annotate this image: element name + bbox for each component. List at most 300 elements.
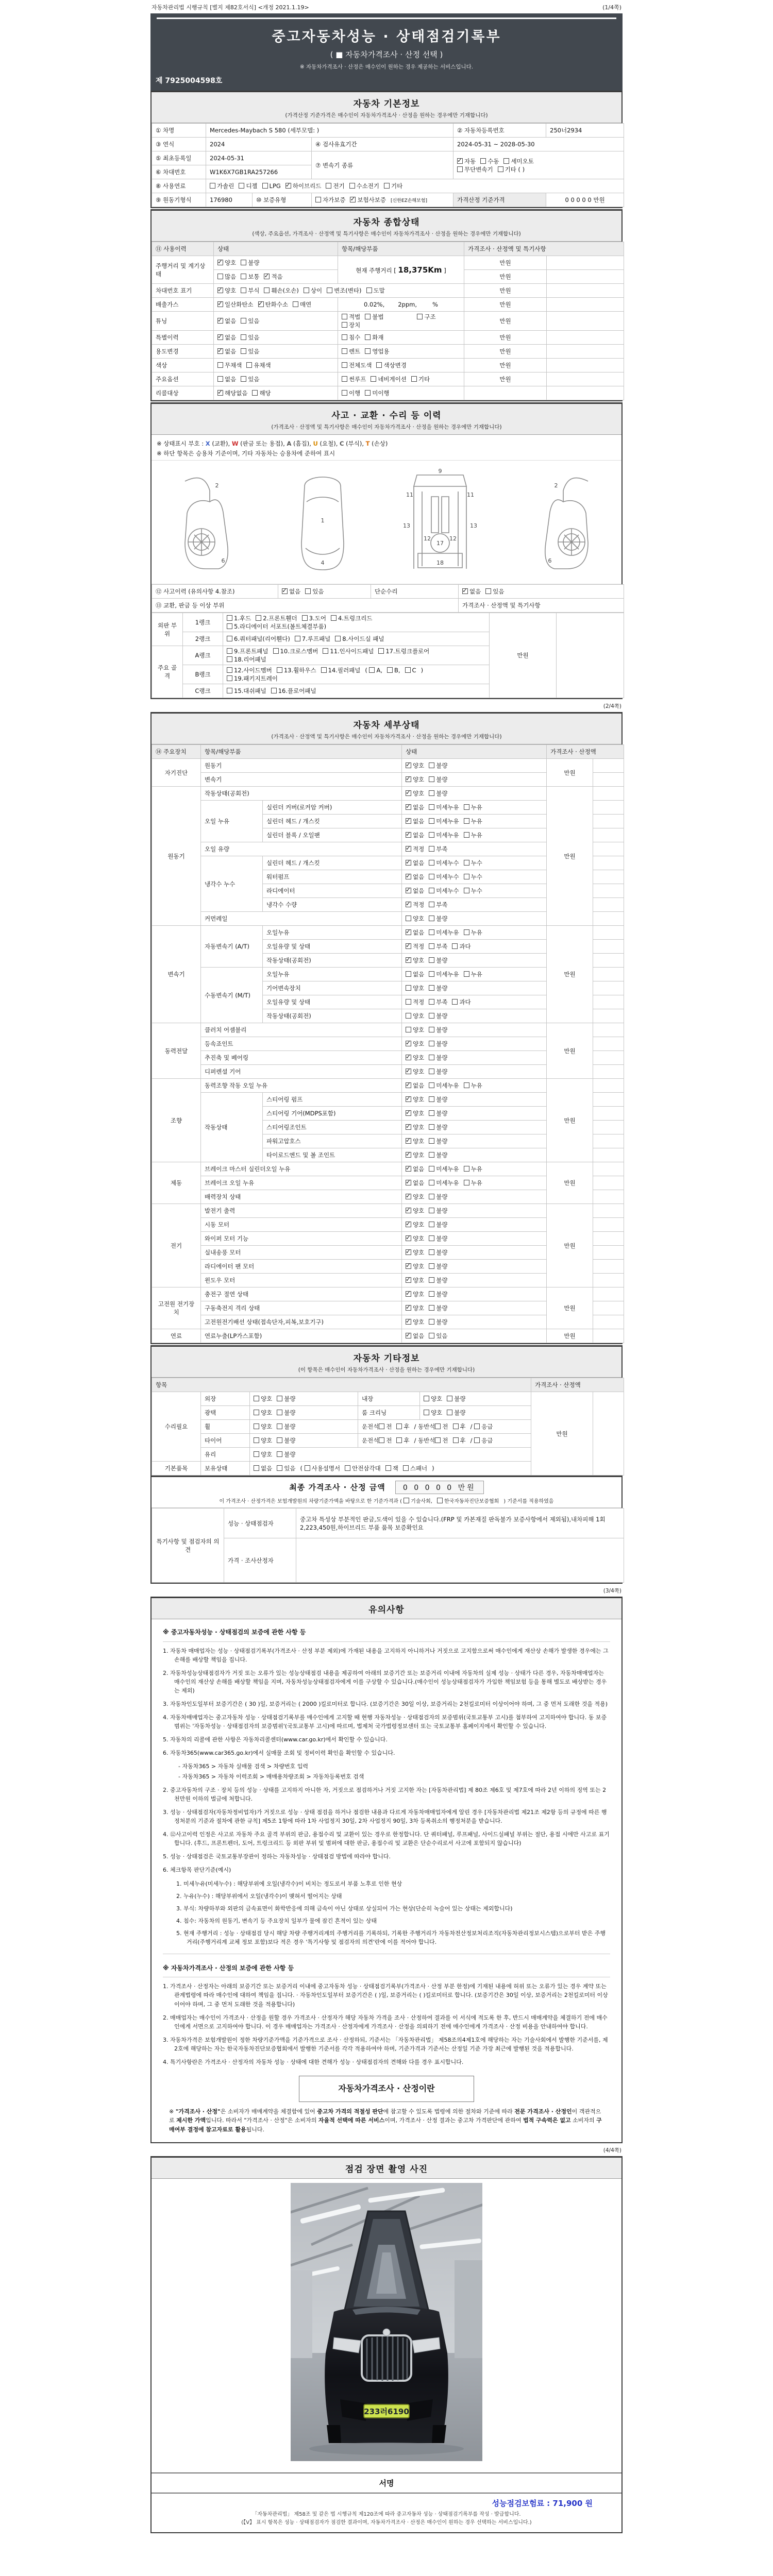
checkbox-option[interactable]	[406, 956, 424, 964]
checkbox-option[interactable]	[429, 984, 447, 992]
checkbox-option[interactable]	[342, 389, 360, 397]
checkbox-option[interactable]	[335, 635, 384, 643]
checkbox-icon[interactable]	[429, 943, 434, 949]
checkbox-option[interactable]	[464, 1179, 482, 1187]
checkbox-option[interactable]	[241, 259, 259, 267]
checkbox-option[interactable]	[345, 1464, 381, 1472]
checkbox-option[interactable]	[227, 674, 278, 683]
checkbox-option[interactable]	[447, 1395, 465, 1403]
checkbox-icon[interactable]	[429, 957, 434, 963]
checkbox-option[interactable]	[379, 1422, 392, 1431]
checkbox-option[interactable]	[302, 614, 326, 622]
checkbox-icon[interactable]	[227, 675, 232, 681]
checkbox-checked-icon[interactable]	[406, 1305, 411, 1311]
checkbox-checked-icon[interactable]	[406, 846, 411, 852]
checkbox-option[interactable]	[406, 1193, 424, 1201]
checkbox-option[interactable]	[241, 333, 259, 342]
checkbox-option[interactable]	[429, 998, 447, 1006]
checkbox-checked-icon[interactable]	[406, 888, 411, 893]
checkbox-icon[interactable]	[429, 1222, 434, 1227]
checkbox-option[interactable]	[264, 273, 282, 281]
checkbox-icon[interactable]	[406, 916, 411, 921]
checkbox-icon[interactable]	[429, 832, 434, 838]
checkbox-icon[interactable]	[342, 334, 347, 340]
checkbox-icon[interactable]	[429, 888, 434, 893]
checkbox-icon[interactable]	[429, 1194, 434, 1199]
checkbox-option[interactable]	[462, 587, 481, 596]
checkbox-option[interactable]	[406, 998, 424, 1006]
checkbox-checked-icon[interactable]	[406, 1194, 411, 1199]
checkbox-option[interactable]	[429, 901, 447, 909]
checkbox-option[interactable]	[277, 1395, 295, 1403]
checkbox-icon[interactable]	[417, 314, 423, 319]
checkbox-checked-icon[interactable]	[406, 1069, 411, 1074]
checkbox-option[interactable]	[327, 286, 361, 295]
checkbox-option[interactable]	[254, 1436, 272, 1445]
checkbox-checked-icon[interactable]	[406, 860, 411, 866]
checkbox-icon[interactable]	[295, 636, 300, 641]
checkbox-option[interactable]	[396, 1422, 409, 1431]
checkbox-icon[interactable]	[429, 1152, 434, 1158]
checkbox-option[interactable]	[424, 1409, 442, 1417]
checkbox-icon[interactable]	[429, 1166, 434, 1172]
checkbox-option[interactable]	[254, 1395, 272, 1403]
checkbox-option[interactable]	[411, 375, 430, 383]
checkbox-option[interactable]	[429, 1318, 447, 1326]
checkbox-icon[interactable]	[429, 1138, 434, 1144]
checkbox-option[interactable]	[464, 1081, 482, 1090]
checkbox-option[interactable]	[429, 1151, 447, 1159]
checkbox-icon[interactable]	[262, 183, 268, 189]
checkbox-option[interactable]	[254, 1464, 272, 1472]
checkbox-option[interactable]	[406, 803, 424, 811]
checkbox-option[interactable]	[396, 1436, 409, 1445]
checkbox-icon[interactable]	[429, 1277, 434, 1283]
checkbox-option[interactable]	[429, 887, 459, 895]
checkbox-icon[interactable]	[429, 818, 434, 824]
checkbox-checked-icon[interactable]	[406, 1138, 411, 1144]
checkbox-icon[interactable]	[464, 832, 469, 838]
checkbox-icon[interactable]	[447, 1396, 452, 1401]
checkbox-option[interactable]	[365, 333, 383, 342]
checkbox-option[interactable]	[227, 647, 268, 655]
checkbox-icon[interactable]	[406, 971, 411, 977]
checkbox-icon[interactable]	[379, 1437, 384, 1443]
checkbox-icon[interactable]	[379, 1423, 384, 1429]
checkbox-icon[interactable]	[453, 1437, 459, 1443]
checkbox-option[interactable]	[277, 666, 316, 674]
checkbox-option[interactable]	[405, 667, 416, 674]
checkbox-option[interactable]	[277, 1436, 295, 1445]
checkbox-icon[interactable]	[406, 1027, 411, 1032]
checkbox-icon[interactable]	[241, 260, 246, 265]
checkbox-option[interactable]	[217, 259, 236, 267]
checkbox-icon[interactable]	[273, 648, 279, 654]
checkbox-option[interactable]	[217, 273, 236, 281]
checkbox-option[interactable]	[406, 1040, 424, 1048]
checkbox-icon[interactable]	[345, 1465, 350, 1471]
checkbox-icon[interactable]	[227, 623, 232, 629]
checkbox-option[interactable]	[429, 1276, 447, 1284]
checkbox-option[interactable]	[254, 1450, 272, 1459]
checkbox-checked-icon[interactable]	[406, 1208, 411, 1213]
checkbox-icon[interactable]	[429, 1180, 434, 1185]
checkbox-icon[interactable]	[254, 1465, 259, 1471]
checkbox-option[interactable]	[385, 1464, 398, 1472]
checkbox-icon[interactable]	[342, 376, 347, 382]
checkbox-icon[interactable]	[277, 1396, 282, 1401]
checkbox-option[interactable]	[342, 333, 360, 342]
checkbox-icon[interactable]	[304, 287, 309, 293]
checkbox-icon[interactable]	[464, 860, 469, 866]
checkbox-option[interactable]	[417, 313, 435, 321]
checkbox-checked-icon[interactable]	[406, 804, 411, 810]
checkbox-checked-icon[interactable]	[457, 158, 463, 164]
checkbox-icon[interactable]	[241, 334, 246, 340]
checkbox-icon[interactable]	[365, 390, 371, 396]
checkbox-icon[interactable]	[464, 1180, 469, 1185]
checkbox-option[interactable]	[452, 998, 470, 1006]
checkbox-icon[interactable]	[429, 790, 434, 796]
checkbox-icon[interactable]	[429, 1027, 434, 1032]
checkbox-icon[interactable]	[403, 1465, 409, 1471]
checkbox-checked-icon[interactable]	[258, 301, 264, 307]
checkbox-checked-icon[interactable]	[406, 1055, 411, 1060]
checkbox-icon[interactable]	[321, 667, 327, 673]
checkbox-option[interactable]	[429, 928, 459, 937]
checkbox-option[interactable]	[406, 1054, 424, 1062]
checkbox-option[interactable]	[252, 389, 271, 397]
checkbox-icon[interactable]	[447, 1410, 452, 1415]
checkbox-option[interactable]	[406, 1276, 424, 1284]
checkbox-checked-icon[interactable]	[406, 943, 411, 949]
checkbox-icon[interactable]	[429, 762, 434, 768]
checkbox-icon[interactable]	[277, 1465, 282, 1471]
checkbox-checked-icon[interactable]	[406, 1180, 411, 1185]
checkbox-option[interactable]	[429, 873, 459, 881]
checkbox-option[interactable]	[406, 1304, 424, 1312]
checkbox-icon[interactable]	[342, 362, 347, 368]
checkbox-option[interactable]	[365, 389, 389, 397]
checkbox-option[interactable]	[424, 1395, 442, 1403]
checkbox-checked-icon[interactable]	[406, 1096, 411, 1102]
checkbox-option[interactable]	[406, 1067, 424, 1076]
checkbox-option[interactable]	[387, 667, 400, 674]
checkbox-checked-icon[interactable]	[217, 348, 223, 354]
checkbox-option[interactable]	[241, 375, 259, 383]
checkbox-icon[interactable]	[464, 888, 469, 893]
checkbox-option[interactable]	[378, 647, 429, 655]
checkbox-icon[interactable]	[264, 287, 270, 293]
checkbox-checked-icon[interactable]	[350, 197, 356, 202]
checkbox-icon[interactable]	[480, 158, 486, 164]
checkbox-checked-icon[interactable]	[217, 390, 223, 396]
checkbox-option[interactable]	[429, 1040, 447, 1048]
checkbox-option[interactable]	[210, 182, 234, 190]
checkbox-option[interactable]	[384, 182, 402, 190]
checkbox-option[interactable]	[429, 1123, 447, 1131]
checkbox-checked-icon[interactable]	[264, 274, 270, 279]
checkbox-icon[interactable]	[424, 1410, 429, 1415]
checkbox-icon[interactable]	[217, 274, 223, 279]
checkbox-icon[interactable]	[384, 183, 390, 189]
checkbox-option[interactable]	[406, 761, 424, 770]
checkbox-icon[interactable]	[387, 667, 393, 673]
checkbox-option[interactable]	[429, 1332, 447, 1340]
checkbox-icon[interactable]	[429, 1208, 434, 1213]
checkbox-option[interactable]	[217, 347, 236, 355]
checkbox-option[interactable]	[429, 1165, 459, 1173]
checkbox-checked-icon[interactable]	[406, 818, 411, 824]
checkbox-icon[interactable]	[277, 667, 282, 673]
checkbox-checked-icon[interactable]	[406, 1124, 411, 1130]
checkbox-icon[interactable]	[485, 588, 491, 594]
checkbox-icon[interactable]	[429, 1263, 434, 1269]
checkbox-icon[interactable]	[371, 376, 376, 382]
checkbox-icon[interactable]	[254, 1423, 259, 1429]
checkbox-icon[interactable]	[369, 667, 375, 673]
checkbox-icon[interactable]	[302, 615, 308, 621]
checkbox-icon[interactable]	[305, 588, 311, 594]
checkbox-option[interactable]	[429, 831, 459, 839]
checkbox-icon[interactable]	[429, 1082, 434, 1088]
checkbox-option[interactable]	[376, 361, 406, 369]
checkbox-option[interactable]	[437, 1497, 499, 1504]
checkbox-checked-icon[interactable]	[406, 776, 411, 782]
checkbox-option[interactable]	[277, 1422, 295, 1431]
checkbox-option[interactable]	[429, 1026, 447, 1034]
checkbox-option[interactable]	[305, 587, 324, 596]
checkbox-option[interactable]	[429, 1054, 447, 1062]
checkbox-option[interactable]	[331, 614, 373, 622]
checkbox-option[interactable]	[464, 859, 482, 867]
checkbox-checked-icon[interactable]	[406, 832, 411, 838]
checkbox-option[interactable]	[429, 817, 459, 825]
checkbox-icon[interactable]	[464, 1082, 469, 1088]
checkbox-option[interactable]	[429, 1179, 459, 1187]
checkbox-option[interactable]	[326, 182, 344, 190]
checkbox-option[interactable]	[406, 873, 424, 881]
checkbox-icon[interactable]	[429, 1096, 434, 1102]
checkbox-option[interactable]	[429, 859, 459, 867]
checkbox-option[interactable]	[406, 1109, 424, 1117]
checkbox-option[interactable]	[227, 655, 266, 664]
checkbox-icon[interactable]	[411, 376, 417, 382]
checkbox-checked-icon[interactable]	[406, 1166, 411, 1172]
checkbox-option[interactable]	[342, 375, 366, 383]
checkbox-option[interactable]	[406, 1026, 424, 1034]
checkbox-option[interactable]	[406, 817, 424, 825]
checkbox-icon[interactable]	[376, 362, 382, 368]
checkbox-option[interactable]	[464, 887, 482, 895]
checkbox-option[interactable]	[429, 845, 447, 853]
checkbox-icon[interactable]	[424, 1396, 429, 1401]
checkbox-option[interactable]	[406, 845, 424, 853]
checkbox-icon[interactable]	[217, 362, 223, 368]
checkbox-icon[interactable]	[271, 688, 277, 693]
checkbox-option[interactable]	[464, 817, 482, 825]
checkbox-option[interactable]	[406, 1318, 424, 1326]
checkbox-option[interactable]	[406, 1221, 424, 1229]
checkbox-option[interactable]	[406, 942, 424, 951]
checkbox-icon[interactable]	[227, 688, 232, 693]
checkbox-icon[interactable]	[464, 1166, 469, 1172]
checkbox-option[interactable]	[217, 375, 236, 383]
checkbox-option[interactable]	[429, 1290, 447, 1298]
checkbox-checked-icon[interactable]	[217, 301, 223, 307]
checkbox-option[interactable]	[366, 286, 385, 295]
checkbox-icon[interactable]	[366, 287, 372, 293]
checkbox-icon[interactable]	[342, 322, 347, 328]
checkbox-icon[interactable]	[227, 648, 232, 654]
checkbox-option[interactable]	[273, 647, 318, 655]
checkbox-icon[interactable]	[464, 874, 469, 879]
checkbox-option[interactable]	[406, 970, 424, 978]
checkbox-icon[interactable]	[452, 943, 458, 949]
checkbox-icon[interactable]	[305, 1465, 310, 1471]
checkbox-checked-icon[interactable]	[217, 260, 223, 265]
checkbox-icon[interactable]	[342, 348, 347, 354]
checkbox-option[interactable]	[406, 859, 424, 867]
checkbox-option[interactable]	[503, 157, 533, 165]
checkbox-option[interactable]	[342, 347, 360, 355]
checkbox-option[interactable]	[271, 687, 316, 695]
checkbox-checked-icon[interactable]	[406, 1263, 411, 1269]
checkbox-icon[interactable]	[429, 985, 434, 991]
checkbox-icon[interactable]	[457, 166, 463, 172]
checkbox-option[interactable]	[429, 914, 447, 923]
checkbox-icon[interactable]	[498, 166, 503, 172]
checkbox-icon[interactable]	[429, 860, 434, 866]
checkbox-icon[interactable]	[464, 929, 469, 935]
checkbox-option[interactable]	[277, 1450, 295, 1459]
checkbox-checked-icon[interactable]	[406, 957, 411, 963]
checkbox-option[interactable]	[406, 1332, 424, 1340]
checkbox-icon[interactable]	[227, 615, 232, 621]
checkbox-option[interactable]	[227, 635, 290, 643]
checkbox-option[interactable]	[429, 1095, 447, 1104]
checkbox-icon[interactable]	[435, 1423, 441, 1429]
checkbox-option[interactable]	[371, 375, 407, 383]
checkbox-option[interactable]	[406, 887, 424, 895]
checkbox-option[interactable]	[217, 286, 236, 295]
checkbox-checked-icon[interactable]	[406, 1249, 411, 1255]
checkbox-option[interactable]	[464, 831, 482, 839]
checkbox-option[interactable]	[254, 1422, 272, 1431]
checkbox-option[interactable]	[406, 1081, 424, 1090]
checkbox-option[interactable]	[406, 1165, 424, 1173]
checkbox-icon[interactable]	[254, 1396, 259, 1401]
checkbox-icon[interactable]	[435, 1437, 441, 1443]
checkbox-option[interactable]	[285, 182, 322, 190]
checkbox-icon[interactable]	[429, 846, 434, 852]
checkbox-option[interactable]	[406, 1179, 424, 1187]
checkbox-icon[interactable]	[365, 314, 371, 319]
checkbox-icon[interactable]	[342, 390, 347, 396]
checkbox-option[interactable]	[406, 1248, 424, 1257]
checkbox-option[interactable]	[406, 775, 424, 784]
checkbox-checked-icon[interactable]	[406, 929, 411, 935]
checkbox-option[interactable]	[258, 300, 288, 309]
checkbox-icon[interactable]	[429, 1069, 434, 1074]
checkbox-option[interactable]	[256, 614, 297, 622]
checkbox-option[interactable]	[304, 286, 322, 295]
checkbox-option[interactable]	[429, 803, 459, 811]
checkbox-option[interactable]	[429, 761, 447, 770]
checkbox-option[interactable]	[406, 901, 424, 909]
checkbox-option[interactable]	[321, 666, 361, 674]
checkbox-icon[interactable]	[406, 999, 411, 1005]
checkbox-option[interactable]	[323, 647, 374, 655]
checkbox-icon[interactable]	[256, 615, 261, 621]
checkbox-option[interactable]	[295, 635, 330, 643]
checkbox-icon[interactable]	[385, 1465, 391, 1471]
checkbox-option[interactable]	[429, 1248, 447, 1257]
checkbox-icon[interactable]	[429, 916, 434, 921]
checkbox-checked-icon[interactable]	[406, 1235, 411, 1241]
checkbox-checked-icon[interactable]	[217, 287, 223, 293]
checkbox-icon[interactable]	[246, 362, 252, 368]
checkbox-icon[interactable]	[293, 301, 298, 307]
checkbox-icon[interactable]	[464, 818, 469, 824]
checkbox-option[interactable]	[429, 1012, 447, 1020]
checkbox-option[interactable]	[464, 803, 482, 811]
checkbox-checked-icon[interactable]	[406, 790, 411, 796]
checkbox-option[interactable]	[429, 1081, 459, 1090]
checkbox-option[interactable]	[435, 1422, 448, 1431]
checkbox-option[interactable]	[457, 157, 476, 165]
checkbox-option[interactable]	[262, 182, 281, 190]
checkbox-option[interactable]	[429, 1262, 447, 1270]
checkbox-option[interactable]	[365, 313, 383, 321]
checkbox-option[interactable]	[474, 1422, 493, 1431]
checkbox-icon[interactable]	[404, 1498, 409, 1503]
checkbox-option[interactable]	[406, 928, 424, 937]
checkbox-option[interactable]	[429, 1221, 447, 1229]
checkbox-checked-icon[interactable]	[282, 588, 288, 594]
checkbox-option[interactable]	[349, 182, 379, 190]
checkbox-icon[interactable]	[396, 1437, 402, 1443]
checkbox-option[interactable]	[239, 182, 257, 190]
checkbox-checked-icon[interactable]	[285, 183, 291, 189]
checkbox-option[interactable]	[305, 1464, 341, 1472]
checkbox-icon[interactable]	[277, 1451, 282, 1457]
checkbox-option[interactable]	[217, 300, 254, 309]
checkbox-icon[interactable]	[429, 1055, 434, 1060]
checkbox-icon[interactable]	[254, 1410, 259, 1415]
checkbox-icon[interactable]	[327, 287, 332, 293]
checkbox-option[interactable]	[342, 361, 372, 369]
checkbox-option[interactable]	[464, 1165, 482, 1173]
checkbox-option[interactable]	[227, 687, 266, 695]
checkbox-option[interactable]	[350, 196, 386, 204]
checkbox-icon[interactable]	[378, 648, 384, 654]
checkbox-icon[interactable]	[241, 376, 246, 382]
checkbox-option[interactable]	[293, 300, 311, 309]
checkbox-icon[interactable]	[453, 1423, 459, 1429]
checkbox-icon[interactable]	[429, 1291, 434, 1297]
checkbox-icon[interactable]	[365, 348, 371, 354]
checkbox-option[interactable]	[217, 317, 236, 325]
checkbox-option[interactable]	[406, 1095, 424, 1104]
checkbox-icon[interactable]	[241, 274, 246, 279]
checkbox-option[interactable]	[474, 1436, 493, 1445]
checkbox-icon[interactable]	[474, 1423, 480, 1429]
checkbox-option[interactable]	[464, 970, 482, 978]
checkbox-checked-icon[interactable]	[406, 1333, 411, 1338]
checkbox-icon[interactable]	[217, 376, 223, 382]
checkbox-icon[interactable]	[429, 1249, 434, 1255]
